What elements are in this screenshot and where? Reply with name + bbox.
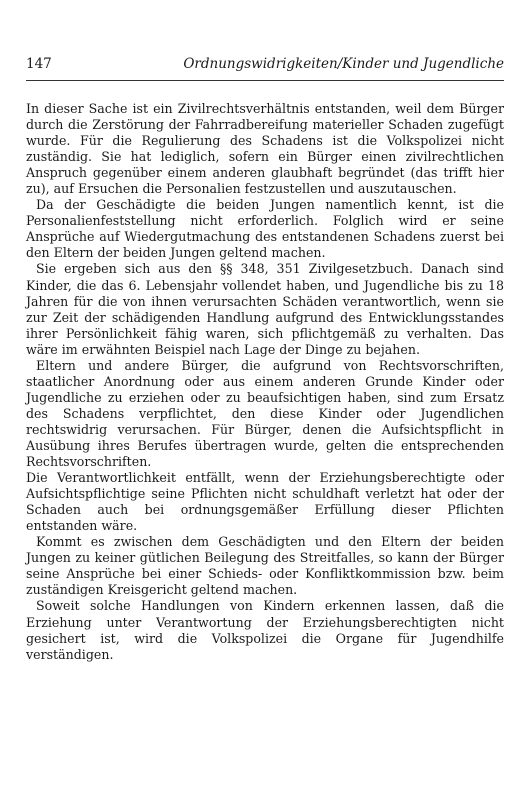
paragraph-7: Soweit solche Handlungen von Kindern erkennen lassen, daß die Erziehung unter Verantwortung der Erziehungsberechtigten nicht gesichert ist, wird die Volkspolizei die Organe für Jugendhilfe verständigen. xyxy=(26,598,504,662)
paragraph-6: Kommt es zwischen dem Geschädigten und den Eltern der beiden Jungen zu keiner gütlichen Beilegung des Streitfalles, so kann der Bürger seine Ansprüche bei einer Schieds- oder Konfliktkommission bzw. beim zuständigen Kreisgericht geltend machen. xyxy=(26,534,504,598)
paragraph-2: Da der Geschädigte die beiden Jungen namentlich kennt, ist die Personalienfeststellung nicht erforderlich. Folglich wird er seine Ansprüche auf Wiedergutmachung des entstandenen Schadens zuerst bei den Eltern der beiden Jungen geltend machen. xyxy=(26,197,504,261)
body-text xyxy=(26,101,504,663)
paragraph-3: Sie ergeben sich aus den §§ 348, 351 Zivilgesetzbuch. Danach sind Kinder, die das 6. Lebensjahr vollendet haben, und Jugendliche bis zu 18 Jahren für die von ihnen verursachten Schäden verantwortlich, wenn sie zur Zeit der schädigenden Handlung aufgrund des Entwicklungsstandes ihrer Persönlichkeit fähig waren, sich pflichtgemäß zu verhalten. Das wäre im erwähnten Beispiel nach Lage der Dinge zu bejahen. xyxy=(26,261,504,357)
header-rule xyxy=(26,80,504,81)
book-page xyxy=(26,0,504,787)
paragraph-1: In dieser Sache ist ein Zivilrechtsverhältnis entstanden, weil dem Bürger durch die Zerstörung der Fahrradbereifung materieller Schaden zugefügt wurde. Für die Regulierung des Schadens ist die Volkspolizei nicht zuständig. Sie hat lediglich, sofern ein Bürger einen zivilrechtlichen Anspruch gegenüber einem anderen glaubhaft begründet (das trifft hier zu), auf Ersuchen die Personalien festzustellen und auszutauschen. xyxy=(26,101,504,197)
running-title: Ordnungswidrigkeiten/Kinder und Jugendliche xyxy=(183,56,504,72)
paragraph-4: Eltern und andere Bürger, die aufgrund von Rechtsvorschriften, staatlicher Anordnung oder aus einem anderen Grunde Kinder oder Jugendliche zu erziehen oder zu beaufsichtigen haben, sind zum Ersatz des Schadens verpflichtet, den diese Kinder oder Jugendlichen rechtswidrig verursachen. Für Bürger, denen die Aufsichtspflicht in Ausübung ihres Berufes übertragen wurde, gelten die entsprechenden Rechtsvorschriften. xyxy=(26,357,504,470)
page-header xyxy=(26,56,504,76)
page-number: 147 xyxy=(26,56,52,72)
paragraph-5: Die Verantwortlichkeit entfällt, wenn der Erziehungsberechtigte oder Aufsichtspflichtige seine Pflichten nicht schuldhaft verletzt hat oder der Schaden auch bei ordnungsgemäßer Erfüllung dieser Pflichten entstanden wäre. xyxy=(26,470,504,534)
